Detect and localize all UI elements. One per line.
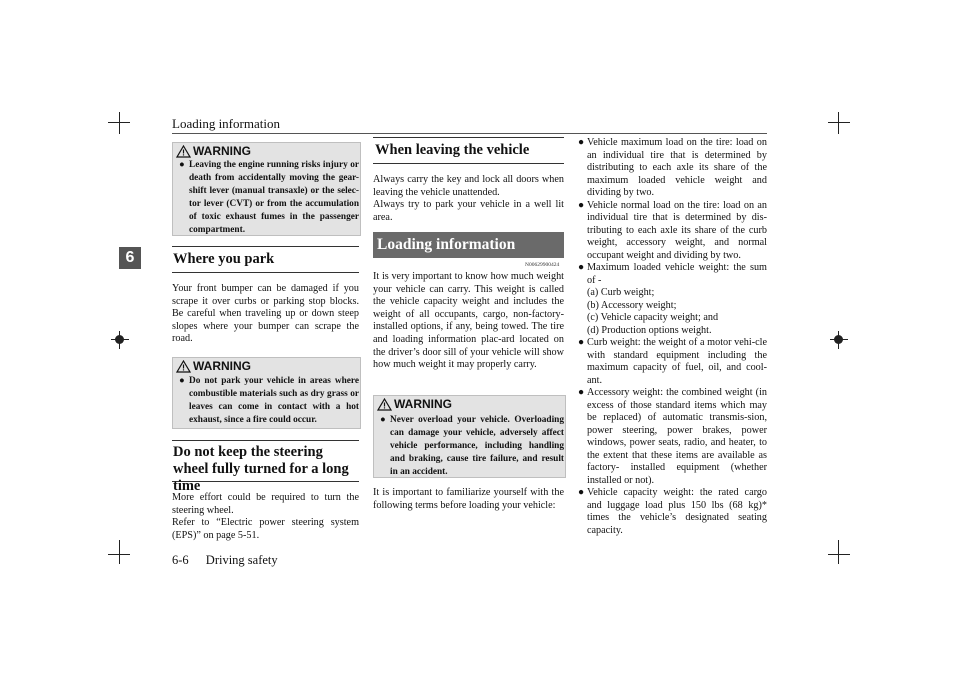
heading-loading-information [373,232,564,258]
paragraph-text: Your front bumper can be damaged if you scrape it over curbs or parking stop blocks. Be careful when traveling up or down steep slopes where your bumper can scrape the road. [172,283,359,345]
warning-label [377,397,452,411]
bullet-icon: ● [578,199,585,211]
warning-body: Do not park your vehicle in areas where combustible materials such as dry grass or leaves can come in contact with a hot exhaust, since a fire could occur. [189,376,359,425]
page-footer [172,553,292,568]
paragraph-loading [373,271,564,372]
crop-mark [838,540,839,564]
warning-box-combustible [172,357,361,429]
bullet-icon: ● [578,262,585,273]
paragraph-text: It is very important to know how much weight your vehicle can carry. This weight is called the vehicle capacity weight and includes the weight of all occupants, cargo, non-factory-installed options, if any, being towed. The tire and loading information plac-ard located on the driver’s door sill of your vehicle will show how much weight it may properly carry. [373,271,564,371]
list-item-text: Vehicle maximum load on the tire: load on an individual tire that is determined by distributing to each axle its share of the maximum loaded vehicle weight and dividing by two. [587,137,767,198]
warning-triangle-icon [176,360,191,373]
heading-where-you-park [172,246,359,273]
bullet-icon: ● [578,487,585,498]
crop-mark [108,554,130,555]
footer-section-title: Driving safety [205,553,278,567]
warning-triangle-icon [377,398,392,411]
warning-label-text: WARNING [394,397,452,411]
list-item [578,487,767,537]
heading-text: Loading information [377,236,516,253]
page-number: 6-6 [172,553,189,567]
warning-label [176,144,251,158]
warning-body: Never overload your vehicle. Overloading can damage your vehicle, adversely affect vehicle performance, including handling and braking, cause tire failure, and result in an accident. [390,415,564,477]
heading-when-leaving-vehicle [373,137,564,164]
warning-box-engine [172,142,361,236]
paragraph-text: Always try to park your vehicle in a well lit area. [373,199,564,223]
paragraph-text: Refer to “Electric power steering system (EPS)” on page 5-51. [172,517,359,541]
crop-mark [828,554,850,555]
paragraph-leaving [373,174,564,224]
crop-mark [828,122,850,123]
page-header-title: Loading information [172,116,280,131]
bullet-icon: ● [578,387,585,398]
paragraph-familiarize [373,487,564,512]
list-item-text: Vehicle normal load on the tire: load on an individual tire that is determined by dis-tributing to each axle its share of the curb weight, accessory weight, and normal occupant weight and dividing by two. [587,199,767,261]
warning-label-text: WARNING [193,359,251,373]
list-item [578,200,767,263]
list-item-text: Vehicle capacity weight: the rated cargo and luggage load plus 150 lbs (68 kg)* times the vehicle’s designated seating capacity. [587,487,767,536]
crop-mark [119,540,120,564]
sublist-item: (d) Production options weight. [587,324,712,336]
paragraph-text: It is important to familiarize yourself with the following terms before loading your vehicle: [373,487,564,511]
list-item [578,387,767,487]
bullet-icon: ● [179,160,185,170]
heading-text: When leaving the vehicle [375,142,530,158]
list-item-text: Maximum loaded vehicle weight: the sum of - [587,262,767,286]
paragraph-bumper [172,283,359,346]
warning-label-text: WARNING [193,144,251,158]
sublist-item: (b) Accessory weight; [587,299,677,311]
list-item [578,337,767,387]
header-rule [172,133,767,134]
crop-mark [108,122,130,123]
warning-body: Leaving the engine running risks injury or death from accidentally moving the gear-shift lever (manual transaxle) or the selec-tor lever (CVT) or from the accumulation of toxic exhaust fumes in the passenger compartment. [189,160,359,235]
sublist-item: (a) Curb weight; [587,287,655,298]
paragraph-steering [172,492,359,542]
registration-mark-right [830,331,848,349]
reference-code: N00629900424 [525,262,560,268]
list-item [578,262,767,337]
heading-steering-wheel [172,440,359,494]
bullet-icon: ● [578,137,585,148]
bullet-icon: ● [578,337,585,348]
crop-mark [119,112,120,134]
crop-mark [838,112,839,134]
warning-text [179,159,359,237]
list-item-text: Accessory weight: the combined weight (in excess of those standard items which may be replaced) of automatic transmis-sion, power steering, power brakes, power windows, power seats, radio, and heater, to the extent that these items are available as factory- installed equipment (whether installed or not). [587,387,767,486]
heading-text: Where you park [173,251,275,267]
registration-mark-left [111,331,129,349]
sublist [587,287,767,337]
paragraph-text: More effort could be required to turn the steering wheel. [172,492,359,516]
sublist-item: (c) Vehicle capacity weight; and [587,312,719,323]
chapter-tab: 6 [119,247,141,269]
warning-triangle-icon [176,145,191,158]
warning-text [179,375,359,427]
warning-label [176,359,251,373]
warning-text [380,414,564,479]
warning-box-overload [373,395,566,478]
loading-terms-list [578,137,767,537]
paragraph-text: Always carry the key and lock all doors when leaving the vehicle unattended. [373,174,564,198]
bullet-icon: ● [179,376,185,386]
heading-text: Do not keep the steering wheel fully turned for a long time [173,444,349,494]
bullet-icon: ● [380,415,386,425]
list-item [578,137,767,200]
list-item-text: Curb weight: the weight of a motor vehi-cle with standard equipment including the maximum capacity of fuel, oil, and cool-ant. [587,337,767,386]
